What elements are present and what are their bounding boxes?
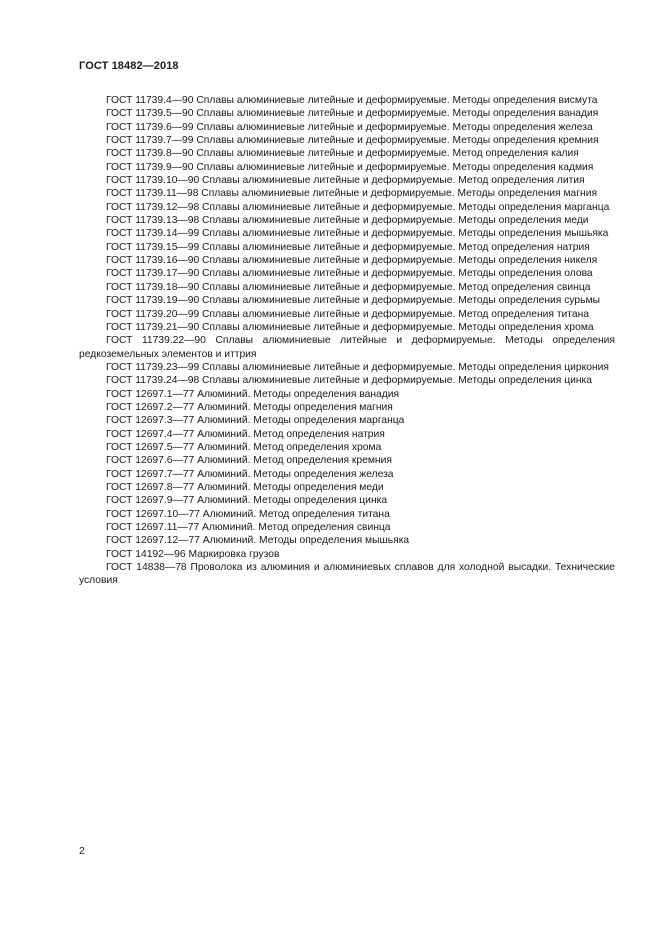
reference-item: ГОСТ 12697.6—77 Алюминий. Метод определения кремния [106,455,392,467]
reference-item: ГОСТ 12697.5—77 Алюминий. Метод определения хрома [106,441,382,453]
reference-item: ГОСТ 12697.1—77 Алюминий. Методы определения ванадия [106,388,400,400]
reference-item: ГОСТ 11739.16—90 Сплавы алюминиевые литейные и деформируемые. Методы определения никеля [106,255,598,267]
reference-item: ГОСТ 11739.22—90 Сплавы алюминиевые литейные и деформируемые. Методы определения редкоземельных элементов и иттрия [79,335,615,360]
reference-item: ГОСТ 11739.17—90 Сплавы алюминиевые литейные и деформируемые. Методы определения олова [106,268,593,280]
reference-item: ГОСТ 11739.6—99 Сплавы алюминиевые литейные и деформируемые. Методы определения железа [106,121,593,133]
reference-item: ГОСТ 12697.10—77 Алюминий. Метод определения титана [106,508,390,520]
reference-item: ГОСТ 12697.11—77 Алюминий. Метод определения свинца [106,522,391,533]
reference-item: ГОСТ 12697.3—77 Алюминий. Методы определения марганца [106,415,405,427]
reference-item: ГОСТ 11739.20—99 Сплавы алюминиевые литейные и деформируемые. Метод определения титана [106,308,590,320]
reference-item: ГОСТ 12697.9—77 Алюминий. Методы определения цинка [106,495,388,507]
reference-item: ГОСТ 11739.23—99 Сплавы алюминиевые литейные и деформируемые. Методы определения циркония [106,361,609,373]
reference-item: ГОСТ 11739.21—90 Сплавы алюминиевые литейные и деформируемые. Методы определения хрома [106,321,594,333]
reference-item: ГОСТ 11739.4—90 Сплавы алюминиевые литейные и деформируемые. Методы определения висмута [106,95,598,106]
reference-item: ГОСТ 11739.13—98 Сплавы алюминиевые литейные и деформируемые. Методы определения меди [106,215,589,227]
reference-item: ГОСТ 11739.11—98 Сплавы алюминиевые литейные и деформируемые. Методы определения магния [106,188,598,200]
reference-item: ГОСТ 12697.7—77 Алюминий. Методы определения железа [106,468,394,480]
reference-item: ГОСТ 14838—78 Проволока из алюминия и алюминиевых сплавов для холодной высадки. Технические условия [79,562,615,587]
reference-item: ГОСТ 11739.9—90 Сплавы алюминиевые литейные и деформируемые. Методы определения кадмия [106,161,594,173]
reference-item: ГОСТ 11739.18—90 Сплавы алюминиевые литейные и деформируемые. Метод определения свинца [106,281,591,293]
reference-item: ГОСТ 11739.8—90 Сплавы алюминиевые литейные и деформируемые. Метод определения калия [106,148,579,160]
reference-item: ГОСТ 14192—96 Маркировка грузов [106,548,280,560]
normative-references-list [79,94,615,588]
reference-item: ГОСТ 11739.12—98 Сплавы алюминиевые литейные и деформируемые. Методы определения марганца [106,201,610,213]
reference-item: ГОСТ 11739.10—90 Сплавы алюминиевые литейные и деформируемые. Метод определения лития [106,175,585,187]
reference-item: ГОСТ 12697.8—77 Алюминий. Методы определения меди [106,481,384,493]
reference-item: ГОСТ 12697.2—77 Алюминий. Методы определения магния [106,401,393,413]
reference-item: ГОСТ 11739.14—99 Сплавы алюминиевые литейные и деформируемые. Методы определения мышьяка [106,228,609,240]
reference-item: ГОСТ 11739.15—99 Сплавы алюминиевые литейные и деформируемые. Метод определения натрия [106,241,590,253]
reference-item: ГОСТ 11739.7—99 Сплавы алюминиевые литейные и деформируемые. Методы определения кремния [106,135,599,147]
reference-item: ГОСТ 12697.12—77 Алюминий. Методы определения мышьяка [106,535,410,547]
document-header-title: ГОСТ 18482—2018 [79,60,179,72]
reference-item: ГОСТ 11739.24—98 Сплавы алюминиевые литейные и деформируемые. Методы определения цинка [106,375,593,387]
reference-item: ГОСТ 12697.4—77 Алюминий. Метод определения натрия [106,428,385,440]
page-number: 2 [79,845,85,857]
reference-item: ГОСТ 11739.19—90 Сплавы алюминиевые литейные и деформируемые. Методы определения сурьмы [106,295,600,307]
reference-item: ГОСТ 11739.5—90 Сплавы алюминиевые литейные и деформируемые. Методы определения ванадия [106,108,599,120]
